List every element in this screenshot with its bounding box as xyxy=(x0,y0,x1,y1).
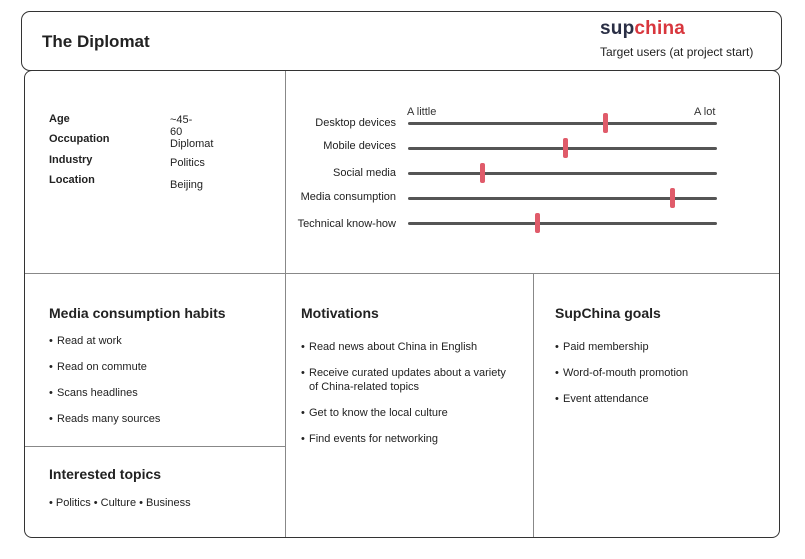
logo-sup: sup xyxy=(600,18,635,39)
divider-bottom-left xyxy=(285,273,286,538)
divider-left-lower xyxy=(25,446,285,447)
list-item: • Find events for networking xyxy=(301,432,506,446)
interested-topics-line: • Politics • Culture • Business xyxy=(49,497,191,509)
list-item: • Get to know the local culture xyxy=(301,406,506,420)
slider-track-desktop xyxy=(408,122,717,125)
motivations-list xyxy=(301,340,506,446)
logo-china: china xyxy=(634,18,686,39)
slider-track-media xyxy=(408,197,717,200)
header-subtitle: Target users (at project start) xyxy=(600,45,754,59)
slider-label-social: Social media xyxy=(333,167,396,179)
slider-label-desktop: Desktop devices xyxy=(315,117,396,129)
list-item: • Paid membership xyxy=(555,340,765,354)
divider-middle-horizontal xyxy=(25,273,780,274)
supchina-logo xyxy=(600,18,685,40)
level-marker xyxy=(603,113,608,133)
profile-value-occupation: Diplomat xyxy=(170,138,214,150)
list-item: • Event attendance xyxy=(555,392,765,406)
profile-label-age: Age xyxy=(49,113,70,125)
list-item: • Read at work xyxy=(49,334,274,348)
list-item: • Scans headlines xyxy=(49,386,274,400)
list-item: • Reads many sources xyxy=(49,412,274,426)
media-habits-list xyxy=(49,334,274,426)
profile-value-location: Beijing xyxy=(170,179,204,191)
slider-track-technical xyxy=(408,222,717,225)
profile-label-occupation: Occupation xyxy=(49,133,110,145)
slider-label-media: Media consumption xyxy=(300,191,396,203)
topic-item: Politics xyxy=(55,497,91,509)
level-marker xyxy=(563,138,568,158)
list-item: • Read on commute xyxy=(49,360,274,374)
header-card xyxy=(21,11,782,71)
slider-label-mobile: Mobile devices xyxy=(323,140,396,152)
goals-title: SupChina goals xyxy=(555,305,661,321)
goals-list xyxy=(555,340,765,406)
level-marker xyxy=(480,163,485,183)
slider-label-technical: Technical know-how xyxy=(297,218,396,230)
level-marker xyxy=(670,188,675,208)
list-item: • Read news about China in English xyxy=(301,340,506,354)
scale-high-label: A lot xyxy=(694,106,716,118)
slider-track-mobile xyxy=(408,147,717,150)
topic-item: Business xyxy=(146,497,191,509)
scale-low-label: A little xyxy=(407,106,437,118)
level-marker xyxy=(535,213,540,233)
profile-value-industry: Politics xyxy=(170,157,205,169)
list-item: • Receive curated updates about a variety of China-related topics xyxy=(301,366,506,394)
media-habits-title: Media consumption habits xyxy=(49,305,226,321)
profile-label-location: Location xyxy=(49,174,95,186)
profile-value-age: ~45-60 xyxy=(170,114,193,138)
list-item: • Word-of-mouth promotion xyxy=(555,366,765,380)
divider-bottom-right xyxy=(533,273,534,538)
motivations-title: Motivations xyxy=(301,305,379,321)
interested-topics-title: Interested topics xyxy=(49,466,162,482)
persona-title: The Diplomat xyxy=(42,32,150,51)
profile-label-industry: Industry xyxy=(49,154,93,166)
divider-top-vertical xyxy=(285,71,286,273)
persona-card xyxy=(24,70,780,538)
topic-item: Culture xyxy=(100,497,137,509)
slider-track-social xyxy=(408,172,717,175)
